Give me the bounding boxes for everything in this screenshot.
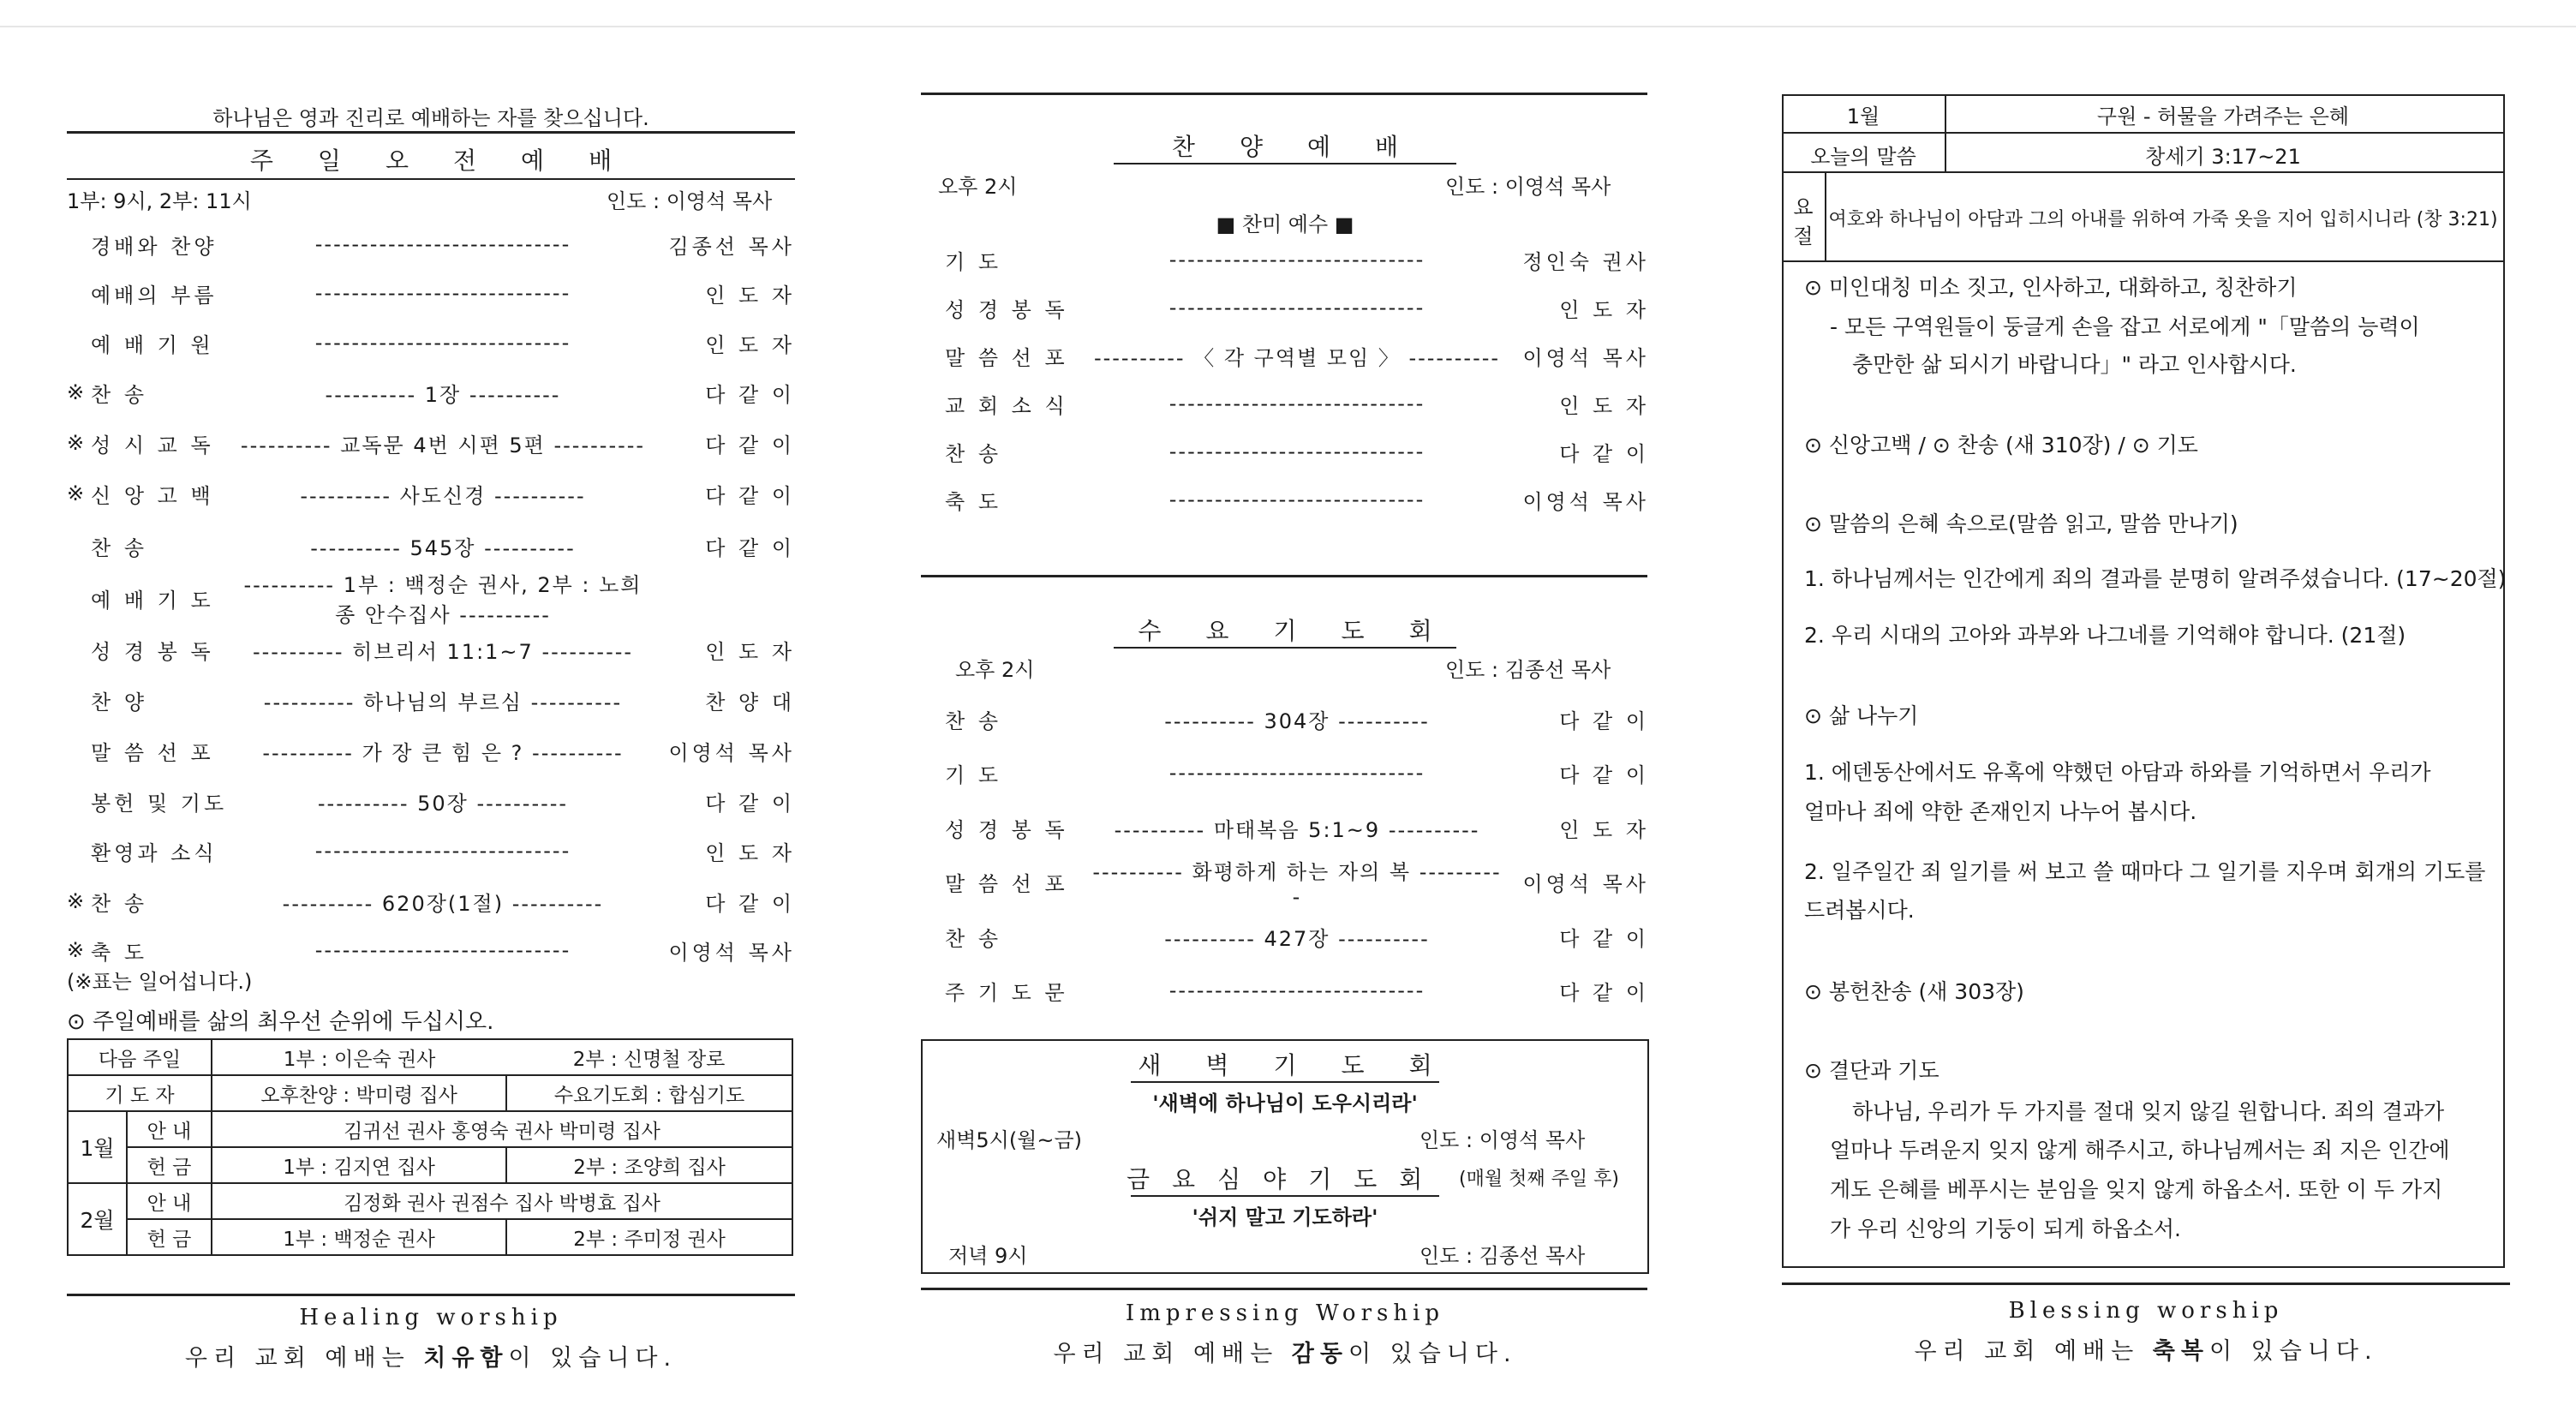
guide-line: 하나님, 우리가 두 가지를 절대 잊지 않길 원합니다. 죄의 결과가 <box>1852 1099 2445 1124</box>
title-underline <box>1131 1081 1439 1083</box>
order-detail: ---------- 하나님의 부르심 ---------- <box>263 690 623 714</box>
offering-label: 헌 금 <box>127 1147 212 1183</box>
order-label: 성 경 봉 독 <box>945 297 1068 322</box>
order-detail: ---------------------------- <box>314 331 571 355</box>
praise-subtitle: ■ 찬미 예수 ■ <box>1216 212 1354 236</box>
order-person: 다 같 이 <box>1559 980 1649 1005</box>
dawn-time: 새벽5시(월~금) <box>936 1128 1083 1152</box>
order-label: 예 배 기 원 <box>91 332 214 357</box>
order-row <box>67 736 795 765</box>
guide-line: ⊙ 신앙고백 / ⊙ 찬송 (새 310장) / ⊙ 기도 <box>1804 433 2198 457</box>
order-detail: ---------------------------- <box>1168 392 1425 416</box>
order-person: 다 같 이 <box>1559 709 1649 733</box>
order-row <box>921 704 1649 733</box>
standing-mark: ※ <box>67 481 85 505</box>
word-label: 오늘의 말씀 <box>1810 145 1916 169</box>
order-person: 다 같 이 <box>1559 762 1649 787</box>
order-row <box>921 485 1649 514</box>
order-row <box>921 341 1649 370</box>
order-person: 다 같 이 <box>705 535 795 560</box>
wednesday-leader: 인도 : 김종선 목사 <box>1445 658 1611 682</box>
order-person: 다 같 이 <box>705 433 795 457</box>
title-underline <box>1114 163 1456 164</box>
order-person: 인 도 자 <box>705 840 795 865</box>
priority-note: ⊙ 주일예배를 삶의 최우선 순위에 두십시오. <box>67 1009 494 1035</box>
order-row <box>67 378 795 407</box>
order-label: 찬 송 <box>91 382 147 407</box>
divider <box>921 1288 1647 1290</box>
praise-service-title: 찬양예배 <box>1171 133 1443 161</box>
order-label: 말 씀 선 포 <box>945 345 1068 370</box>
friday-leader: 인도 : 김종선 목사 <box>1419 1244 1586 1268</box>
page-top-rule <box>0 26 2576 27</box>
guide-line: ⊙ 결단과 기도 <box>1804 1058 1939 1083</box>
order-person: 이영석 목사 <box>1522 345 1649 370</box>
guide-line: 가 우리 신앙의 기둥이 되게 하옵소서. <box>1830 1217 2181 1241</box>
order-row <box>67 685 795 714</box>
footer-english: Impressing Worship <box>1125 1300 1445 1326</box>
dawn-leader: 인도 : 이영석 목사 <box>1419 1128 1586 1152</box>
order-label: 신 앙 고 백 <box>91 483 214 508</box>
order-row <box>67 428 795 457</box>
order-detail: ---------------------------- <box>1168 296 1425 320</box>
order-label: 축 도 <box>91 940 147 965</box>
order-person: 다 같 이 <box>1559 926 1649 951</box>
cell: 오후찬양 : 박미령 집사 <box>212 1075 506 1111</box>
volunteer-table <box>67 1038 793 1256</box>
standing-mark: ※ <box>67 938 85 962</box>
order-detail: ---------- 1부 : 백정순 권사, 2부 : 노희종 안수집사 ---------- <box>243 573 643 627</box>
footer-korean: 우리 교회 예배는 축복이 있습니다. <box>1914 1338 2378 1365</box>
order-detail: ---------- 사도신경 ---------- <box>300 483 586 508</box>
divider <box>67 131 795 134</box>
order-label: 예배의 부름 <box>91 283 218 308</box>
guide-line: ⊙ 삶 나누기 <box>1804 703 1919 728</box>
order-label: 찬 송 <box>945 441 1001 466</box>
divider <box>1782 1282 2510 1285</box>
order-row <box>921 245 1649 274</box>
order-detail: ---------- 〈 각 구역별 모임 〉 ---------- <box>1093 345 1501 370</box>
cell: 1부 : 이은숙 권사 <box>212 1039 506 1075</box>
cell: 1부 : 백정순 권사 <box>212 1219 506 1255</box>
order-person: 인 도 자 <box>1559 297 1649 322</box>
order-row <box>67 328 795 357</box>
order-detail: ---------- 마태복음 5:1~9 ---------- <box>1114 817 1480 842</box>
order-row <box>67 635 795 664</box>
friday-motto: '쉬지 말고 기도하라' <box>1192 1205 1378 1229</box>
order-label: 말 씀 선 포 <box>945 871 1068 896</box>
order-row <box>921 859 1649 909</box>
order-detail: ---------- 가 장 큰 힘 은 ? ---------- <box>262 740 624 765</box>
order-label: 찬 양 <box>91 690 147 714</box>
order-person: 찬 양 대 <box>705 690 795 714</box>
order-row <box>921 922 1649 951</box>
month-label: 1월 <box>1846 105 1880 129</box>
order-label: 기 도 <box>945 762 1001 787</box>
order-detail: ---------------------------- <box>1168 487 1425 511</box>
guide-line: - 모든 구역원들이 둥글게 손을 잡고 서로에게 "「말씀의 능력이 <box>1830 314 2420 339</box>
cell: 수요기도회 : 합심기도 <box>506 1075 792 1111</box>
service-times: 1부: 9시, 2부: 11시 <box>67 189 252 213</box>
divider <box>921 575 1647 577</box>
dawn-motto: '새벽에 하나님이 도우시리라' <box>1152 1091 1418 1115</box>
title-underline <box>1131 1195 1439 1197</box>
order-row <box>67 573 795 627</box>
guide-label: 안 내 <box>127 1111 212 1147</box>
friday-prayer-title: 금요심야기도회 <box>1127 1165 1445 1193</box>
footer-english: Blessing worship <box>2008 1298 2284 1324</box>
order-row <box>67 887 795 916</box>
order-detail: ---------- 304장 ---------- <box>1164 709 1430 733</box>
order-label: 예 배 기 도 <box>91 588 214 613</box>
order-row <box>67 936 795 965</box>
order-row <box>921 293 1649 322</box>
order-label: 성 경 봉 독 <box>91 639 214 664</box>
order-row <box>67 531 795 560</box>
praise-time: 오후 2시 <box>938 175 1018 199</box>
order-person: 다 같 이 <box>705 791 795 816</box>
standing-mark: ※ <box>67 431 85 455</box>
prayer-label: 기 도 자 <box>68 1075 212 1111</box>
cell: 김귀선 권사 홍영숙 권사 박미령 집사 <box>212 1111 792 1147</box>
order-label: 성 시 교 독 <box>91 433 214 457</box>
order-label: 성 경 봉 독 <box>945 817 1068 842</box>
order-person: 인 도 자 <box>1559 817 1649 842</box>
guide-line: 1. 에덴동산에서도 유혹에 약했던 아담과 하와를 기억하면서 우리가 <box>1804 760 2431 785</box>
service-leader: 인도 : 이영석 목사 <box>607 189 773 213</box>
praise-leader: 인도 : 이영석 목사 <box>1445 175 1611 199</box>
standing-mark: ※ <box>67 380 85 404</box>
divider <box>67 1294 795 1296</box>
title-underline <box>1114 647 1456 649</box>
month-feb: 2월 <box>68 1183 127 1255</box>
slogan: 하나님은 영과 진리로 예배하는 자를 찾으십니다. <box>212 106 649 130</box>
divider <box>1782 171 2503 173</box>
wednesday-time: 오후 2시 <box>955 658 1035 682</box>
order-detail: ---------- 화평하게 하는 자의 복 ---------- <box>1092 859 1502 909</box>
cell: 2부 : 조양희 집사 <box>506 1147 792 1183</box>
order-label: 기 도 <box>945 249 1001 274</box>
order-person: 다 같 이 <box>705 483 795 508</box>
order-person: 인 도 자 <box>1559 393 1649 418</box>
wednesday-prayer-title: 수요기도회 <box>1138 617 1477 645</box>
guide-line: ⊙ 봉헌찬송 (새 303장) <box>1804 979 2024 1004</box>
order-detail: ---------- 50장 ---------- <box>317 791 569 816</box>
divider <box>1782 260 2503 262</box>
guide-label: 안 내 <box>127 1183 212 1219</box>
order-detail: ---------------------------- <box>314 232 571 256</box>
cell: 김정화 권사 권점수 집사 박병효 집사 <box>212 1183 792 1219</box>
order-person: 다 같 이 <box>705 382 795 407</box>
order-person: 이영석 목사 <box>1522 871 1649 896</box>
order-detail: ---------- 427장 ---------- <box>1164 926 1430 951</box>
order-detail: ---------- 교독문 4번 시편 5편 ---------- <box>240 433 646 457</box>
order-label: 축 도 <box>945 489 1001 514</box>
order-label: 찬 송 <box>91 535 147 560</box>
divider <box>921 93 1647 95</box>
divider <box>67 178 795 180</box>
order-person: 다 같 이 <box>705 891 795 916</box>
order-detail: ---------- 히브리서 11:1~7 ---------- <box>252 639 634 664</box>
next-week-label: 다음 주일 <box>68 1039 212 1075</box>
order-person: 김종선 목사 <box>668 234 795 259</box>
guide-line: ⊙ 말씀의 은혜 속으로(말씀 읽고, 말씀 만나기) <box>1804 511 2238 536</box>
key-verse: 여호와 하나님이 아담과 그의 아내를 위하여 가죽 옷을 지어 입히시니라 (창 3:21) <box>1828 209 2498 230</box>
order-label: 봉헌 및 기도 <box>91 791 228 816</box>
guide-line: 2. 일주일간 죄 일기를 써 보고 쓸 때마다 그 일기를 지우며 회개의 기도를 <box>1804 859 2486 884</box>
sunday-service-title: 주일오전예배 <box>249 146 657 175</box>
order-detail: ---------------------------- <box>1168 761 1425 785</box>
month-jan: 1월 <box>68 1111 127 1183</box>
order-row <box>921 813 1649 842</box>
order-detail: ---------- 620장(1절) ---------- <box>282 891 604 916</box>
order-label: 환영과 소식 <box>91 840 218 865</box>
friday-time: 저녁 9시 <box>948 1244 1028 1268</box>
order-label: 찬 송 <box>91 891 147 916</box>
order-detail: ---------- 545장 ---------- <box>310 535 576 560</box>
order-row <box>67 278 795 308</box>
order-person: 이영석 목사 <box>668 940 795 965</box>
order-person: 다 같 이 <box>1559 441 1649 466</box>
footer-korean: 우리 교회 예배는 감동이 있습니다. <box>1053 1341 1517 1367</box>
verse-label: 요 <box>1793 195 1814 219</box>
order-row <box>67 479 795 508</box>
divider <box>1782 132 2503 134</box>
cell: 2부 : 주미정 권사 <box>506 1219 792 1255</box>
order-label: 말 씀 선 포 <box>91 740 214 765</box>
order-person: 정인숙 권사 <box>1522 249 1649 274</box>
order-detail: ---------------------------- <box>1168 439 1425 463</box>
cell: 2부 : 신명철 장로 <box>506 1039 792 1075</box>
order-detail: ---------- 1장 ---------- <box>325 382 561 407</box>
order-detail: ---------------------------- <box>314 281 571 305</box>
guide-line: 게도 은혜를 베푸시는 분임을 잊지 않게 하옵소서. 또한 이 두 가지 <box>1830 1177 2443 1202</box>
order-person: 인 도 자 <box>705 283 795 308</box>
guide-line: ⊙ 미인대칭 미소 짓고, 인사하고, 대화하고, 칭찬하기 <box>1804 275 2298 300</box>
order-row <box>921 758 1649 787</box>
order-person: 이영석 목사 <box>1522 489 1649 514</box>
scripture-reference: 창세기 3:17~21 <box>2145 145 2301 169</box>
footer-korean: 우리 교회 예배는 치유함이 있습니다. <box>184 1345 678 1372</box>
order-detail: ---------------------------- <box>314 938 571 962</box>
order-label: 교 회 소 식 <box>945 393 1068 418</box>
order-row <box>67 786 795 816</box>
order-row <box>921 976 1649 1005</box>
offering-label: 헌 금 <box>127 1219 212 1255</box>
standing-mark: ※ <box>67 889 85 913</box>
order-person: 이영석 목사 <box>668 740 795 765</box>
order-detail: ---------------------------- <box>1168 248 1425 272</box>
guide-line: 얼마나 두려운지 잊지 않게 해주시고, 하나님께서는 죄 지은 인간에 <box>1830 1138 2450 1163</box>
order-row <box>921 389 1649 418</box>
theme-title: 구원 - 허물을 가려주는 은혜 <box>2096 105 2350 129</box>
cell: 1부 : 김지연 집사 <box>212 1147 506 1183</box>
order-label: 찬 송 <box>945 926 1001 951</box>
order-label: 경배와 찬양 <box>91 234 218 259</box>
order-detail: ---------------------------- <box>314 839 571 863</box>
order-label: 찬 송 <box>945 709 1001 733</box>
guide-line: 2. 우리 시대의 고아와 과부와 나그네를 기억해야 합니다. (21절) <box>1804 623 2406 648</box>
footer-english: Healing worship <box>299 1305 563 1330</box>
standing-note: (※표는 일어섭니다.) <box>67 970 253 994</box>
order-detail: ---------------------------- <box>1168 978 1425 1002</box>
verse-label: 절 <box>1793 224 1814 248</box>
dawn-prayer-title: 새벽기도회 <box>1138 1051 1477 1079</box>
guide-line: 충만한 삶 되시기 바랍니다」" 라고 인사합시다. <box>1852 352 2297 377</box>
order-person: 인 도 자 <box>705 639 795 664</box>
guide-line: 1. 하나님께서는 인간에게 죄의 결과를 분명히 알려주셨습니다. (17~20절) <box>1804 566 2507 591</box>
guide-line: 드려봅시다. <box>1804 898 1915 923</box>
friday-note: (매월 첫째 주일 후) <box>1459 1169 1619 1190</box>
order-row <box>67 836 795 865</box>
order-label: 주 기 도 문 <box>945 980 1068 1005</box>
guide-line: 얼마나 죄에 약한 존재인지 나누어 봅시다. <box>1804 799 2197 824</box>
order-row <box>67 230 795 259</box>
order-row <box>921 437 1649 466</box>
order-person: 인 도 자 <box>705 332 795 357</box>
